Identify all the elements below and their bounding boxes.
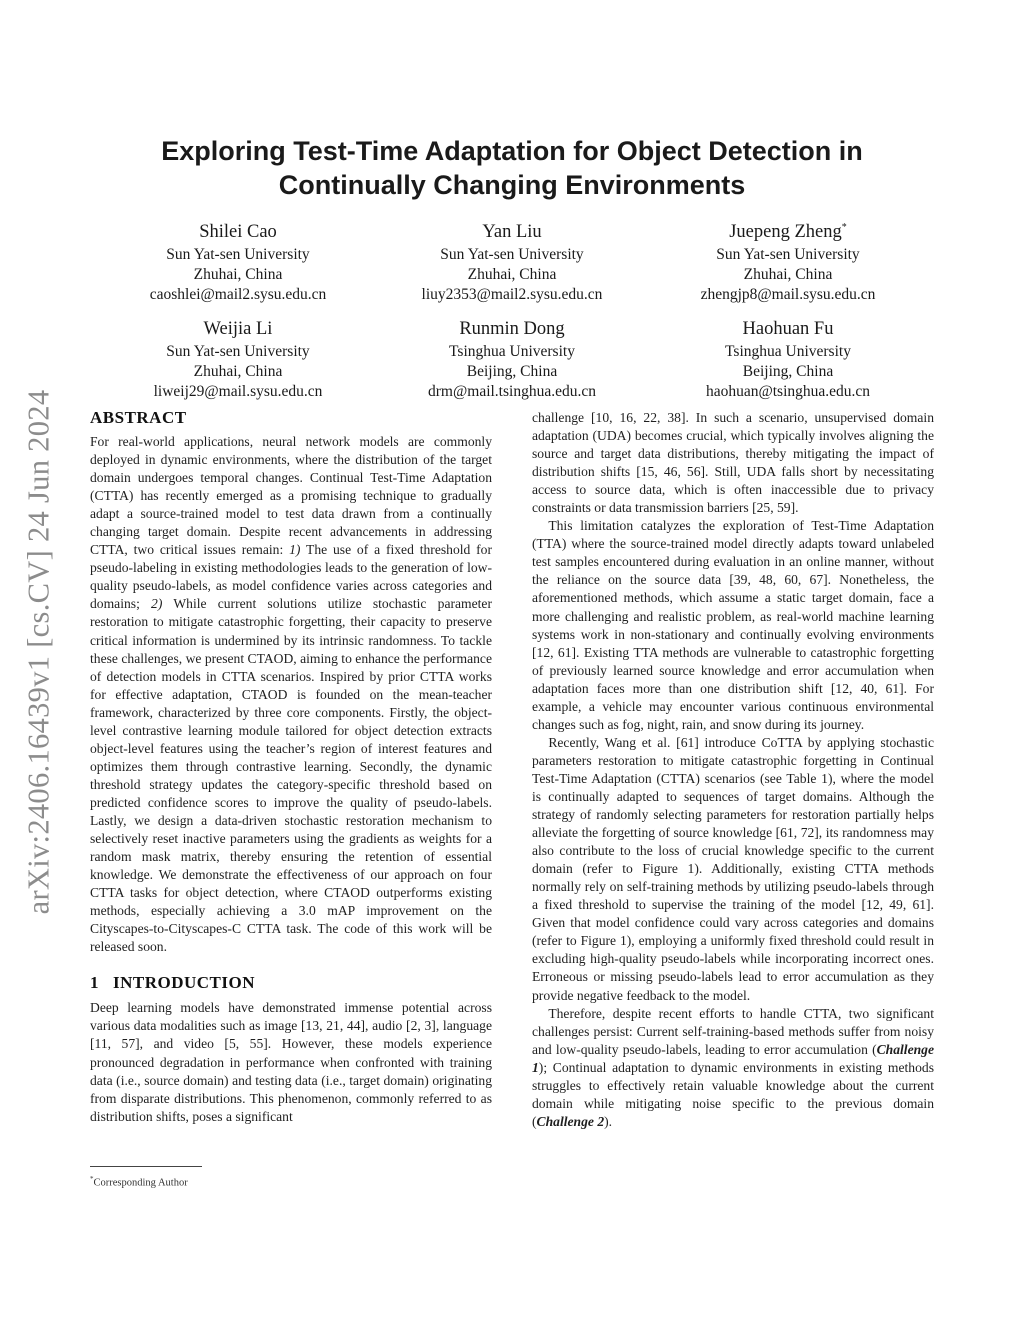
intro-paragraph-1: Deep learning models have demonstrated immense potential across various data modalities such as image [13, 21, 44], audio [2, 3], language [11, 57], and video [5, 55]. However, these models experience pronounced degradation in performance when confronted with training data (i.e., source domain) and testing data (i.e., target domain) originating from disparate distributions. This phenomenon, commonly referred to as distribution shifts, poses a significant (90, 1000, 492, 1124)
author-email: drm@mail.tsinghua.edu.cn (428, 383, 596, 401)
author-affiliation: Sun Yat-sen University (440, 246, 584, 264)
footnote-text: Corresponding Author (93, 1177, 188, 1189)
section-number: 1 (90, 973, 99, 993)
author-affiliation: Sun Yat-sen University (166, 343, 310, 361)
author-block (638, 313, 938, 402)
author-location: Zhuhai, China (743, 266, 833, 284)
footnote-marker: * (90, 1175, 94, 1183)
corresponding-marker: * (841, 222, 847, 233)
author-block (88, 216, 388, 305)
intro-paragraph-3: Recently, Wang et al. [61] introduce CoTTA by applying stochastic parameters restoration to mitigate catastrophic forgetting in Continual Test-Time Adaptation (CTTA) scenarios (see Table 1), where the model is continually adapted to sequences of target domains. Although the strategy of randomly selecting parameters for restoration partially helps alleviate the forgetting of source knowledge [61, 72], its randomness may also contribute to the loss of crucial knowledge specific to the current domain (refer to Figure 1). Additionally, existing CTTA methods normally rely on self-training methods by utilizing pseudo-labels through a fixed threshold to supervise the training of the model [12, 49, 61]. Given that model confidence could vary across categories and domains (refer to Figure 1), employing a uniformly fixed threshold could result in excluding high-quality pseudo-labels while incorporating incorrect ones. Erroneous or missing pseudo-labels lead to error accumulation as they provide negative feedback to the model. (532, 734, 934, 1003)
title-line-2: Continually Changing Environments (278, 170, 746, 200)
author-email: caoshlei@mail2.sysu.edu.cn (149, 286, 327, 304)
author-block (362, 216, 662, 305)
author-email: liweij29@mail.sysu.edu.cn (153, 383, 323, 401)
author-location: Beijing, China (742, 363, 834, 381)
right-column (532, 407, 934, 1131)
author-name: Weijia Li (203, 319, 273, 340)
author-email: liuy2353@mail2.sysu.edu.cn (421, 286, 603, 304)
author-name: Runmin Dong (459, 319, 565, 340)
author-name: Juepeng Zheng* (729, 222, 847, 243)
author-location: Zhuhai, China (193, 266, 283, 284)
intro-paragraph-4: Therefore, despite recent efforts to handle CTTA, two significant challenges persist: Current self-training-based methods suffer from noisy and low-quality pseudo-labels, leading to error accumulation (Challenge 1); Continual adaptation to dynamic environments in existing methods struggles to effectively retain valuable knowledge about the current domain while mitigating noise specific to the previous domain (Challenge 2). (532, 1005, 934, 1129)
author-location: Zhuhai, China (193, 363, 283, 381)
footnote (90, 1172, 188, 1191)
footnote-divider (90, 1166, 202, 1167)
author-location: Zhuhai, China (467, 266, 557, 284)
author-name: Shilei Cao (199, 222, 277, 243)
arxiv-id-text: arXiv:2406.16439v1 [cs.CV] 24 Jun 2024 (21, 389, 56, 915)
author-block (88, 313, 388, 402)
author-email: haohuan@tsinghua.edu.cn (705, 383, 871, 401)
author-email: zhengjp8@mail.sysu.edu.cn (700, 286, 876, 304)
author-name: Yan Liu (482, 222, 542, 243)
author-block (638, 216, 938, 305)
author-affiliation: Sun Yat-sen University (716, 246, 860, 264)
author-name: Haohuan Fu (742, 319, 834, 340)
intro-paragraph-1-continued: challenge [10, 16, 22, 38]. In such a scenario, unsupervised domain adaptation (UDA) becomes crucial, which typically involves aligning the source and target data distributions, thereby mitigating the impact of distribution shifts [15, 46, 56]. Still, UDA falls short by necessitating access to source data, which is often inaccessible due to privacy constraints or data transmission barriers [25, 59]. (532, 410, 934, 516)
author-location: Beijing, China (466, 363, 558, 381)
abstract-heading: ABSTRACT (90, 408, 187, 427)
challenge-2-label: Challenge 2 (536, 1113, 605, 1129)
paper-title (100, 134, 924, 202)
author-affiliation: Tsinghua University (449, 343, 575, 361)
left-column (90, 407, 492, 1126)
title-line-1: Exploring Test-Time Adaptation for Object Detection in (161, 136, 863, 166)
abstract-text: For real-world applications, neural network models are commonly deployed in dynamic environments, where the distribution of the target domain undergoes temporal changes. Continual Test-Time Adaptation (CTTA) has recently emerged as a promising technique to gradually adapt a source-trained model to test data drawn from a continually changing target domain. Despite recent advancements in addressing CTTA, two critical issues remain: 1) The use of a fixed threshold for pseudo-labeling in existing methodologies leads to the generation of low-quality pseudo-labels, as model confidence varies across categories and domains; 2) While current solutions utilize stochastic parameter restoration to mitigate catastrophic forgetting, their capacity to preserve critical information is undermined by its intrinsic randomness. To tackle these challenges, we present CTAOD, aiming to enhance the performance of detection models in CTTA scenarios. Inspired by prior CTTA works for effective adaptation, CTAOD is founded on the mean-teacher framework, characterized by three core components. Firstly, the object-level contrastive learning module tailored for object detection extracts object-level features using the teacher’s region of interest features and optimizes them through contrastive learning. Secondly, the dynamic threshold strategy updates the category-specific threshold based on predicted confidence scores to improve the quality of pseudo-labels. Lastly, we design a data-driven stochastic restoration mechanism to selectively reset inactive parameters using the gradients as weights for a random mask matrix, thereby ensuring the retention of essential knowledge. We demonstrate the effectiveness of our approach on four CTTA tasks for object detection, where CTAOD outperforms existing methods, especially achieving a 3.0 mAP improvement on the Cityscapes-to-Cityscapes-C CTTA task. The code of this work will be released soon. (90, 434, 492, 955)
arxiv-identifier (14, 352, 64, 952)
section-title: INTRODUCTION (113, 973, 256, 993)
author-affiliation: Sun Yat-sen University (166, 246, 310, 264)
author-block (362, 313, 662, 402)
author-affiliation: Tsinghua University (725, 343, 851, 361)
intro-paragraph-2: This limitation catalyzes the exploration of Test-Time Adaptation (TTA) where the source-trained model directly adapts toward unlabeled test samples encountered during evaluation in an online manner, without the reliance on the source data [39, 48, 60, 67]. Nonetheless, the aforementioned methods, which assume a static target domain, face a more challenging and realistic problem, as real-world machine learning systems work in non-stationary and continually evolving environments [12, 61]. Existing TTA methods are vulnerable to catastrophic forgetting of previously learned source knowledge and error accumulation when adaptation faces more than one distribution shift [12, 40, 61]. For example, a vehicle may encounter various continuous environmental changes such as fog, night, rain, and snow during its journey. (532, 518, 934, 732)
challenge-1-label: Challenge 1 (532, 1041, 934, 1075)
introduction-heading (90, 972, 492, 994)
